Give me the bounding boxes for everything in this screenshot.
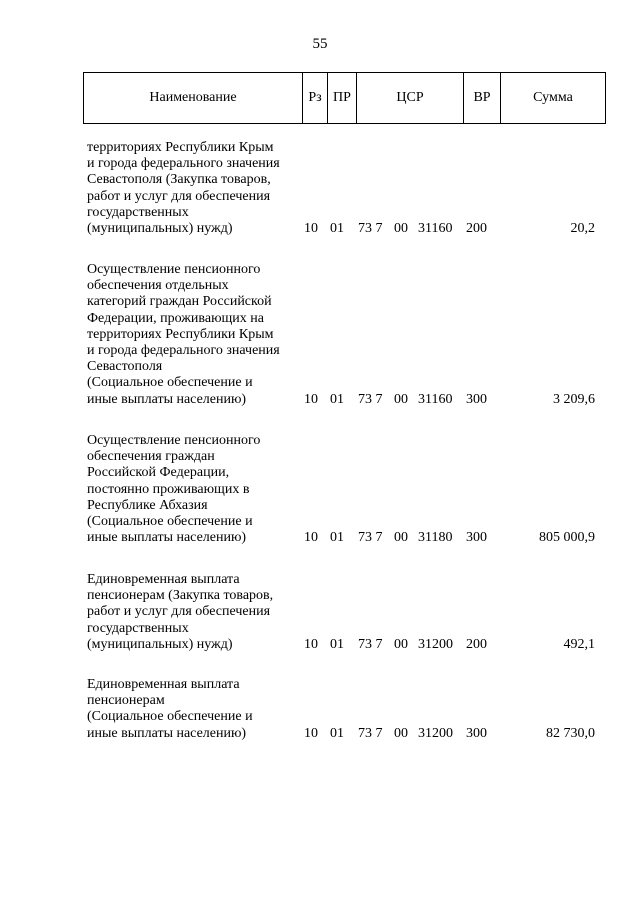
row-name-line: и города федерального значения: [87, 343, 280, 359]
cell-csr-code: 31160: [418, 221, 453, 236]
row-name-line: Осуществление пенсионного: [87, 262, 261, 277]
cell-pr: 01: [330, 221, 344, 236]
row-name-line: Севастополя (Закупка товаров,: [87, 172, 271, 188]
cell-rz: 10: [304, 725, 318, 741]
cell-rz: 10: [304, 636, 318, 652]
cell-csr-program: 73 7: [358, 391, 383, 407]
cell-csr-code: 31160: [418, 391, 453, 407]
cell-csr-sub: 00: [394, 530, 408, 546]
cell-amount: 20,2: [570, 221, 595, 236]
cell-pr: 01: [330, 725, 344, 741]
cell-rz: 10: [304, 391, 318, 407]
row-name-line: Российской Федерации,: [87, 465, 230, 481]
page-number: 55: [312, 36, 328, 52]
cell-csr-sub: 00: [394, 221, 408, 236]
cell-vr: 300: [466, 725, 487, 741]
cell-pr: 01: [330, 530, 344, 546]
header-amount: Сумма: [501, 73, 606, 124]
row-name: [87, 262, 302, 408]
row-name-line: Федерации, проживающих на: [87, 310, 265, 326]
row-name-line: (Социальное обеспечение и: [87, 375, 253, 391]
cell-amount: 3 209,6: [553, 391, 595, 407]
header-pr: ПР: [328, 73, 357, 124]
cell-csr-sub: 00: [394, 391, 408, 407]
cell-pr: 01: [330, 636, 344, 652]
row-name: [87, 677, 302, 742]
cell-amount: 805 000,9: [539, 530, 595, 546]
header-csr: ЦСР: [357, 73, 464, 124]
row-name-line: (муниципальных) нужд): [87, 221, 233, 237]
row-name-line: категорий граждан Российской: [87, 294, 272, 310]
cell-csr-program: 73 7: [358, 636, 383, 652]
row-name: [87, 433, 302, 546]
cell-amount: 82 730,0: [546, 725, 595, 741]
row-name-line: постоянно проживающих в: [87, 481, 250, 497]
cell-csr-program: 73 7: [358, 725, 383, 741]
row-name-line: Единовременная выплата: [87, 572, 240, 587]
cell-csr-sub: 00: [394, 636, 408, 652]
row-name-line: обеспечения отдельных: [87, 278, 229, 294]
cell-rz: 10: [304, 221, 318, 236]
row-name-line: иные выплаты населению): [87, 530, 247, 546]
row-name-line: и города федерального значения: [87, 156, 280, 172]
cell-csr-sub: 00: [394, 725, 408, 741]
row-name-line: работ и услуг для обеспечения: [87, 188, 271, 204]
row-name-line: пенсионерам: [87, 693, 165, 709]
row-name-line: пенсионерам (Закупка товаров,: [87, 588, 274, 604]
cell-vr: 200: [466, 221, 487, 236]
cell-vr: 200: [466, 636, 487, 652]
row-name-line: (Социальное обеспечение и: [87, 514, 253, 530]
cell-csr-program: 73 7: [358, 530, 383, 546]
row-name-line: Республике Абхазия: [87, 497, 208, 513]
row-name-line: государственных: [87, 620, 189, 636]
cell-vr: 300: [466, 530, 487, 546]
row-name-line: территориях Республики Крым: [87, 140, 274, 155]
row-name-line: (Социальное обеспечение и: [87, 709, 253, 725]
cell-csr-code: 31200: [418, 636, 453, 652]
cell-csr-code: 31180: [418, 530, 453, 546]
row-name-line: территориях Республики Крым: [87, 326, 274, 342]
cell-vr: 300: [466, 391, 487, 407]
row-name-line: государственных: [87, 204, 189, 220]
row-name-line: (муниципальных) нужд): [87, 636, 233, 652]
row-name: [87, 572, 302, 653]
cell-amount: 492,1: [563, 636, 595, 652]
cell-pr: 01: [330, 391, 344, 407]
row-name-line: Севастополя: [87, 359, 163, 375]
row-name-line: работ и услуг для обеспечения: [87, 604, 271, 620]
row-name-line: Единовременная выплата: [87, 677, 240, 692]
cell-csr-code: 31200: [418, 725, 453, 741]
table-header: [83, 72, 606, 124]
cell-rz: 10: [304, 530, 318, 546]
header-rz: Рз: [303, 73, 328, 124]
cell-csr-program: 73 7: [358, 221, 383, 236]
row-name: [87, 140, 302, 237]
row-name-line: Осуществление пенсионного: [87, 433, 261, 448]
header-vr: ВР: [464, 73, 501, 124]
header-name: Наименование: [84, 73, 303, 124]
row-name-line: обеспечения граждан: [87, 449, 215, 465]
row-name-line: иные выплаты населению): [87, 391, 247, 407]
row-name-line: иные выплаты населению): [87, 725, 247, 741]
